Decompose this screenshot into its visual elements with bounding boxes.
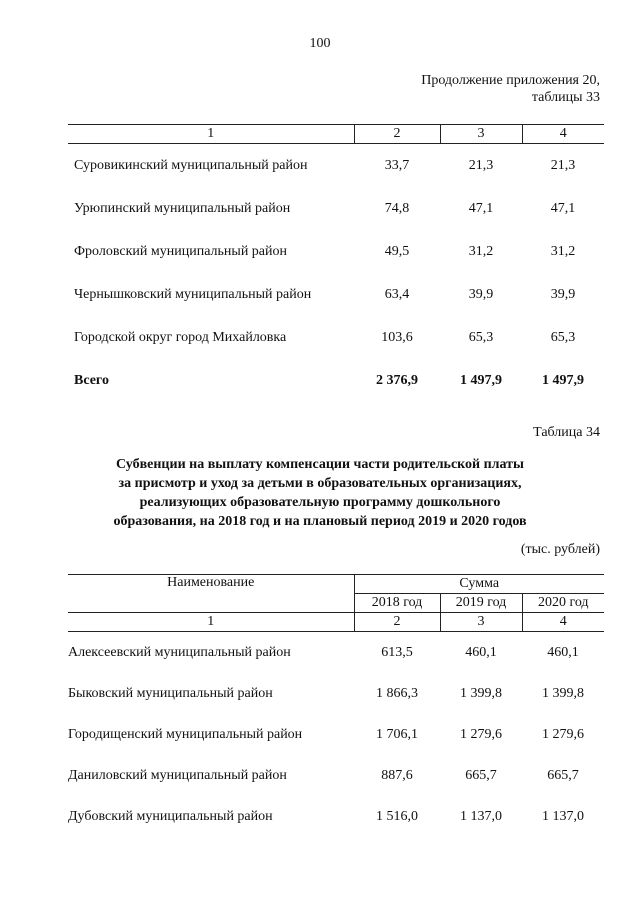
total-value: 1 497,9 (460, 372, 502, 388)
value-cell: 21,3 (468, 157, 494, 173)
table-34 (68, 574, 604, 837)
value-cell: 39,9 (468, 286, 494, 302)
value-cell: 103,6 (381, 329, 413, 345)
column-number: 3 (440, 613, 522, 632)
total-row (68, 359, 604, 402)
value-cell: 65,3 (550, 329, 576, 345)
header-year: 2018 год (354, 594, 440, 613)
column-number: 1 (68, 613, 354, 632)
table-row (68, 144, 604, 188)
column-number: 1 (68, 125, 354, 144)
value-cell: 887,6 (381, 767, 413, 783)
value-cell: 21,3 (550, 157, 576, 173)
district-name: Алексеевский муниципальный район (68, 644, 291, 660)
district-name: Урюпинский муниципальный район (74, 200, 291, 216)
value-cell: 613,5 (381, 644, 413, 660)
district-name: Дубовский муниципальный район (68, 808, 273, 824)
continuation-note (421, 72, 600, 106)
value-cell: 63,4 (384, 286, 410, 302)
value-cell: 1 279,6 (542, 726, 584, 742)
table-row (68, 316, 604, 359)
column-number: 2 (354, 613, 440, 632)
table-34-header-row (68, 575, 604, 594)
total-value: 1 497,9 (542, 372, 584, 388)
district-name: Городищенский муниципальный район (68, 726, 303, 742)
value-cell: 65,3 (468, 329, 494, 345)
units-note: (тыс. рублей) (520, 542, 600, 557)
title-line: Субвенции на выплату компенсации части родительской платы (116, 457, 524, 472)
table-34-numbers-row (68, 613, 604, 632)
district-name: Даниловский муниципальный район (68, 767, 287, 783)
header-year: 2020 год (522, 594, 604, 613)
value-cell: 1 866,3 (376, 685, 418, 701)
total-value: 2 376,9 (376, 372, 418, 388)
table-row (68, 273, 604, 316)
value-cell: 460,1 (547, 644, 579, 660)
table-33-header-row (68, 125, 604, 144)
district-name: Городской округ город Михайловка (74, 329, 287, 345)
header-sum-column: Сумма (354, 575, 604, 594)
column-number: 4 (522, 613, 604, 632)
value-cell: 1 706,1 (376, 726, 418, 742)
page-number: 100 (309, 36, 331, 51)
value-cell: 31,2 (468, 243, 494, 259)
column-number: 2 (354, 125, 440, 144)
district-name: Чернышковский муниципальный район (74, 286, 312, 302)
table-row (68, 187, 604, 230)
table-row (68, 632, 604, 674)
district-name: Суровикинский муниципальный район (74, 157, 308, 173)
value-cell: 47,1 (550, 200, 576, 216)
value-cell: 1 137,0 (542, 808, 584, 824)
value-cell: 33,7 (384, 157, 410, 173)
value-cell: 1 399,8 (542, 685, 584, 701)
table-row (68, 230, 604, 273)
district-name: Фроловский муниципальный район (74, 243, 288, 259)
value-cell: 49,5 (384, 243, 410, 259)
header-year: 2019 год (440, 594, 522, 613)
continuation-line-2: таблицы 33 (531, 90, 600, 105)
value-cell: 1 137,0 (460, 808, 502, 824)
table-row (68, 714, 604, 755)
value-cell: 665,7 (547, 767, 579, 783)
table-row (68, 755, 604, 796)
table-row (68, 796, 604, 837)
title-line: реализующих образовательную программу дошкольного (139, 495, 501, 510)
column-number: 4 (522, 125, 604, 144)
value-cell: 460,1 (465, 644, 497, 660)
value-cell: 74,8 (384, 200, 410, 216)
table-33 (68, 124, 604, 402)
column-number: 3 (440, 125, 522, 144)
table-row (68, 673, 604, 714)
value-cell: 1 279,6 (460, 726, 502, 742)
value-cell: 31,2 (550, 243, 576, 259)
header-name-column: Наименование (68, 575, 354, 613)
continuation-line-1: Продолжение приложения 20, (421, 73, 600, 88)
value-cell: 665,7 (465, 767, 497, 783)
table-34-title (0, 455, 640, 531)
value-cell: 1 516,0 (376, 808, 418, 824)
value-cell: 1 399,8 (460, 685, 502, 701)
district-name: Быковский муниципальный район (68, 685, 273, 701)
value-cell: 47,1 (468, 200, 494, 216)
title-line: за присмотр и уход за детьми в образовательных организациях, (118, 476, 522, 491)
value-cell: 39,9 (550, 286, 576, 302)
total-label: Всего (74, 372, 109, 388)
table-34-label: Таблица 34 (533, 425, 600, 440)
title-line: образования, на 2018 год и на плановый период 2019 и 2020 годов (113, 514, 527, 529)
